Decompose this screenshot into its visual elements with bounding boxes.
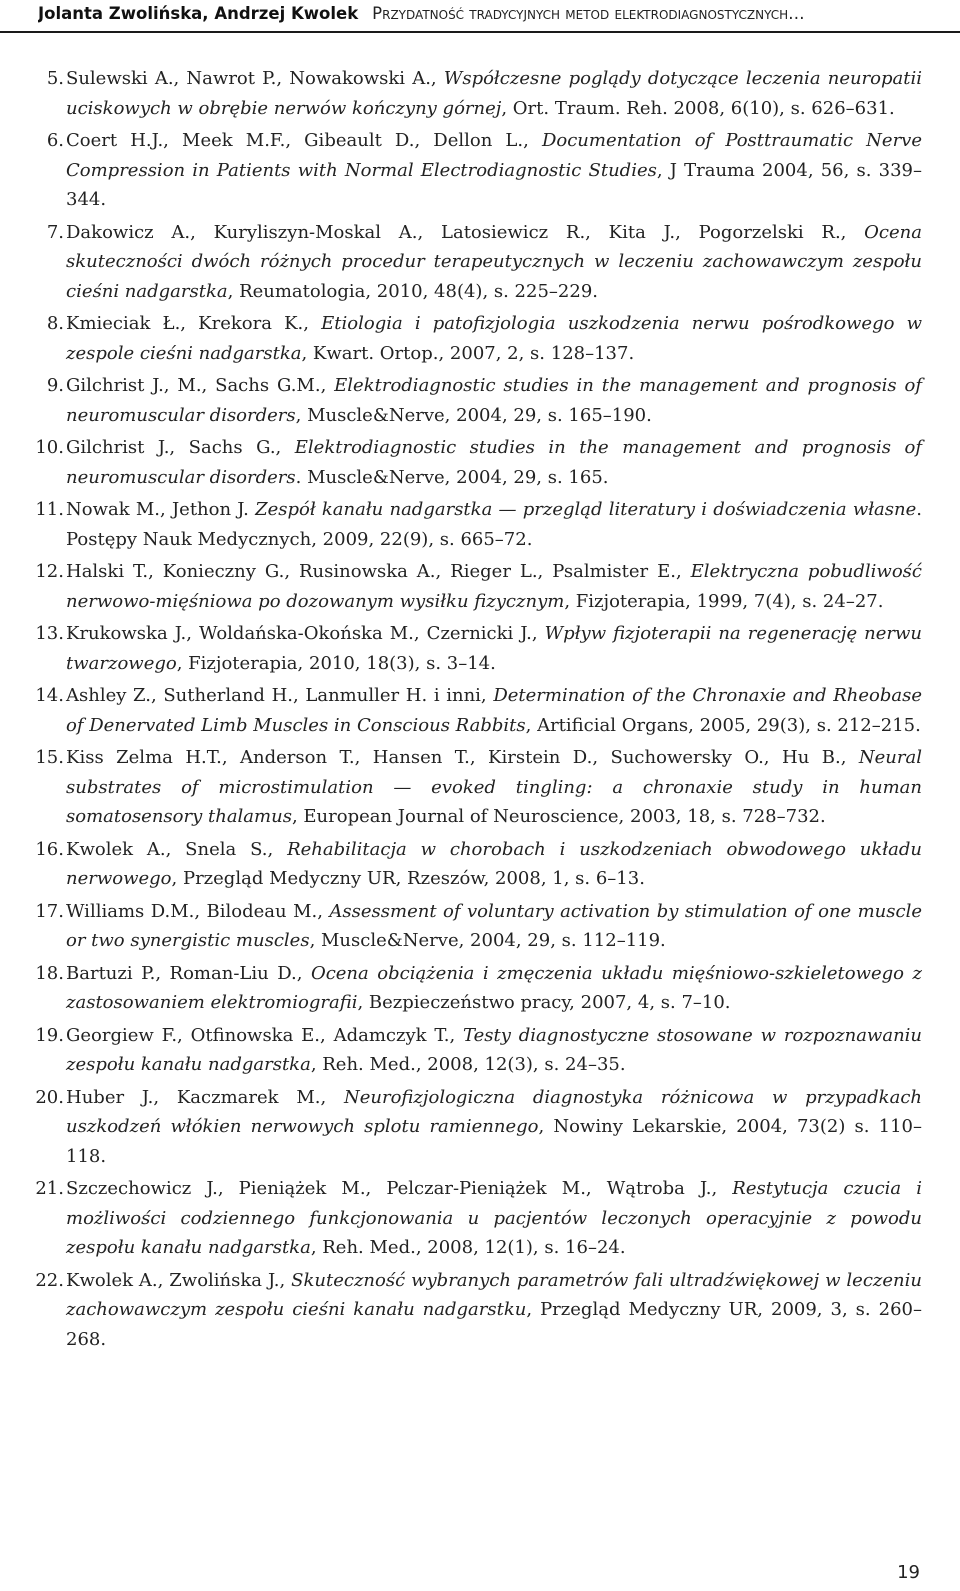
reference-number: 11. xyxy=(35,499,64,520)
reference-authors: Gilchrist J., Sachs G., xyxy=(66,437,295,458)
reference-number: 18. xyxy=(35,962,64,984)
reference-item xyxy=(35,681,923,740)
reference-authors: Kiss Zelma H.T., Anderson T., Hansen T., Kirstein D., Suchowersky O., Hu B., xyxy=(66,747,859,768)
reference-text xyxy=(66,835,922,894)
reference-authors: Georgiew F., Otfinowska E., Adamczyk T., xyxy=(66,1024,464,1046)
reference-authors: Huber J., Kaczmarek M., xyxy=(66,1086,344,1108)
header-title: Przydatność tradycyjnych metod elektrodiagnostycznych… xyxy=(372,4,805,23)
reference-title: Ocena skuteczności dwóch różnych procedur terapeutycznych w leczeniu zachowawczym zespołu cieśni nadgarstka xyxy=(66,221,922,302)
reference-title: Zespół kanału nadgarstka — przegląd literatury i doświadczenia własne xyxy=(255,499,917,520)
reference-title: Współczesne poglądy dotyczące leczenia neuropatii uciskowych w obrębie nerwów kończyny górnej xyxy=(66,68,922,119)
reference-source: , Reumatologia, 2010, 48(4), s. 225–229. xyxy=(227,280,598,302)
reference-text xyxy=(66,959,922,1018)
reference-number: 21. xyxy=(35,1178,64,1199)
running-header xyxy=(38,0,924,32)
header-rule xyxy=(0,31,960,33)
reference-item xyxy=(38,371,922,430)
reference-authors: Ashley Z., Sutherland H., Lanmuller H. i inni, xyxy=(66,685,494,706)
reference-authors: Coert H.J., Meek M.F., Gibeault D., Dellon L., xyxy=(66,130,542,151)
reference-title: Elektryczna pobudliwość nerwowo-mięśniowa po dozowanym wysiłku fizycznym xyxy=(66,561,922,612)
header-authors: Jolanta Zwolińska, Andrzej Kwolek xyxy=(38,4,359,23)
reference-text xyxy=(66,64,922,123)
reference-item xyxy=(35,433,923,492)
reference-title: Elektrodiagnostic studies in the management and prognosis of neuromuscular disorders xyxy=(66,375,922,426)
reference-authors: Kmieciak Ł., Krekora K., xyxy=(66,313,322,334)
reference-source: , Bezpieczeństwo pracy, 2007, 4, s. 7–10. xyxy=(357,992,731,1013)
reference-title: Neural substrates of microstimulation — evoked tingling: a chronaxie study in human somatosensory thalamus xyxy=(66,747,922,827)
reference-title: Etiologia i patofizjologia uszkodzenia nerwu pośrodkowego w zespole cieśni nadgarstka xyxy=(66,313,922,364)
reference-number: 19. xyxy=(35,1024,64,1046)
reference-number: 12. xyxy=(35,561,64,582)
reference-source: , Ort. Traum. Reh. 2008, 6(10), s. 626–631. xyxy=(501,97,895,119)
reference-source: . Postępy Nauk Medycznych, 2009, 22(9), s. 665–72. xyxy=(66,499,923,550)
reference-source: , J Trauma 2004, 56, s. 339–344. xyxy=(66,159,922,210)
reference-authors: Sulewski A., Nawrot P., Nowakowski A., xyxy=(66,68,444,89)
reference-item xyxy=(35,1083,923,1172)
reference-authors: Gilchrist J., M., Sachs G.M., xyxy=(66,375,335,396)
reference-item xyxy=(35,619,922,678)
reference-source: , European Journal of Neuroscience, 2003, 18, s. 728–732. xyxy=(291,806,826,827)
reference-text xyxy=(66,1083,922,1172)
reference-item xyxy=(38,309,922,368)
reference-authors: Dakowicz A., Kuryliszyn-Moskal A., Latosiewicz R., Kita J., Pogorzelski R., xyxy=(66,221,865,243)
reference-text xyxy=(66,743,922,832)
reference-authors: Kwolek A., Snela S., xyxy=(66,838,288,860)
reference-number: 17. xyxy=(35,900,64,922)
reference-item xyxy=(35,897,922,956)
reference-text xyxy=(66,681,922,740)
reference-source: , Fizjoterapia, 1999, 7(4), s. 24–27. xyxy=(564,590,884,612)
reference-authors: Krukowska J., Woldańska-Okońska M., Czernicki J., xyxy=(66,623,545,644)
reference-source: . Muscle&Nerve, 2004, 29, s. 165. xyxy=(295,466,609,488)
reference-text xyxy=(66,557,922,616)
reference-item xyxy=(35,495,923,554)
reference-title: Testy diagnostyczne stosowane w rozpoznawaniu zespołu kanału nadgarstka xyxy=(66,1024,923,1075)
reference-number: 14. xyxy=(35,685,64,706)
reference-text xyxy=(66,371,922,430)
reference-text xyxy=(66,1266,922,1355)
reference-source: , Reh. Med., 2008, 12(3), s. 24–35. xyxy=(310,1054,626,1075)
reference-number: 15. xyxy=(35,747,64,768)
reference-number: 5. xyxy=(46,68,64,89)
reference-number: 20. xyxy=(35,1086,64,1108)
reference-text xyxy=(66,309,922,368)
reference-authors: Nowak M., Jethon J. xyxy=(66,499,256,520)
reference-item xyxy=(38,218,922,307)
reference-source: , Fizjoterapia, 2010, 18(3), s. 3–14. xyxy=(176,652,496,674)
reference-number: 9. xyxy=(46,375,64,396)
reference-source: , Reh. Med., 2008, 12(1), s. 16–24. xyxy=(310,1237,626,1258)
reference-text xyxy=(66,619,922,678)
reference-item xyxy=(38,126,922,215)
reference-item xyxy=(35,743,922,832)
reference-source: , Kwart. Ortop., 2007, 2, s. 128–137. xyxy=(301,342,635,364)
reference-authors: Szczechowicz J., Pieniążek M., Pelczar-Pieniążek M., Wątroba J., xyxy=(66,1178,733,1199)
reference-title: Assessment of voluntary activation by stimulation of one muscle or two synergistic muscles xyxy=(66,900,922,951)
reference-item xyxy=(35,557,922,616)
reference-number: 6. xyxy=(46,130,64,151)
reference-title: Rehabilitacja w chorobach i uszkodzeniach obwodowego układu nerwowego xyxy=(66,838,922,889)
reference-text xyxy=(66,1021,922,1080)
reference-list xyxy=(35,64,923,1357)
reference-title: Neurofizjologiczna diagnostyka różnicowa w przypadkach uszkodzeń włókien nerwowych splotu ramiennego xyxy=(66,1086,922,1137)
reference-title: Ocena obciążenia i zmęczenia układu mięśniowo-szkieletowego z zastosowaniem elektromiografii xyxy=(66,962,922,1013)
reference-text xyxy=(66,218,922,307)
reference-authors: Bartuzi P., Roman-Liu D., xyxy=(66,962,311,984)
reference-title: Elektrodiagnostic studies in the management and prognosis of neuromuscular disorders xyxy=(66,437,923,488)
page-number: 19 xyxy=(897,1562,920,1583)
reference-item xyxy=(35,959,922,1018)
reference-source: , Nowiny Lekarskie, 2004, 73(2) s. 110–118. xyxy=(66,1116,923,1167)
reference-item xyxy=(35,835,922,894)
reference-number: 16. xyxy=(35,838,64,860)
reference-item xyxy=(38,64,922,123)
reference-number: 13. xyxy=(35,623,64,644)
reference-source: , Przegląd Medyczny UR, Rzeszów, 2008, 1, s. 6–13. xyxy=(171,868,645,889)
reference-item xyxy=(35,1266,922,1355)
reference-number: 10. xyxy=(35,437,64,458)
reference-authors: Halski T., Konieczny G., Rusinowska A., Rieger L., Psalmister E., xyxy=(66,561,691,582)
reference-authors: Williams D.M., Bilodeau M., xyxy=(66,900,330,922)
reference-source: , Muscle&Nerve, 2004, 29, s. 165–190. xyxy=(295,404,652,426)
reference-text xyxy=(66,495,922,554)
reference-number: 7. xyxy=(46,221,64,243)
reference-text xyxy=(66,433,922,492)
reference-title: Skuteczność wybranych parametrów fali ultradźwiękowej w leczeniu zachowawczym zespołu cieśni kanału nadgarstku xyxy=(66,1269,922,1320)
reference-text xyxy=(66,1174,922,1263)
reference-source: , Muscle&Nerve, 2004, 29, s. 112–119. xyxy=(309,930,666,951)
reference-title: Documentation of Posttraumatic Nerve Compression in Patients with Normal Electrodiagnostic Studies xyxy=(66,130,923,181)
reference-number: 8. xyxy=(46,313,64,334)
reference-title: Restytucja czucia i możliwości codziennego funkcjonowania u pacjentów leczonych operacyjnie z powodu zespołu kanału nadgarstka xyxy=(66,1178,922,1258)
reference-title: Determination of the Chronaxie and Rheobase of Denervated Limb Muscles in Conscious Rabbits xyxy=(66,685,923,736)
reference-source: , Przegląd Medyczny UR, 2009, 3, s. 260–268. xyxy=(66,1299,922,1350)
reference-text xyxy=(66,897,922,956)
reference-item xyxy=(35,1174,922,1263)
reference-title: Wpływ fizjoterapii na regenerację nerwu twarzowego xyxy=(66,623,922,674)
reference-authors: Kwolek A., Zwolińska J., xyxy=(66,1269,292,1291)
reference-item xyxy=(35,1021,923,1080)
reference-source: , Artificial Organs, 2005, 29(3), s. 212–215. xyxy=(525,714,921,736)
reference-text xyxy=(66,126,922,215)
reference-number: 22. xyxy=(35,1269,64,1291)
